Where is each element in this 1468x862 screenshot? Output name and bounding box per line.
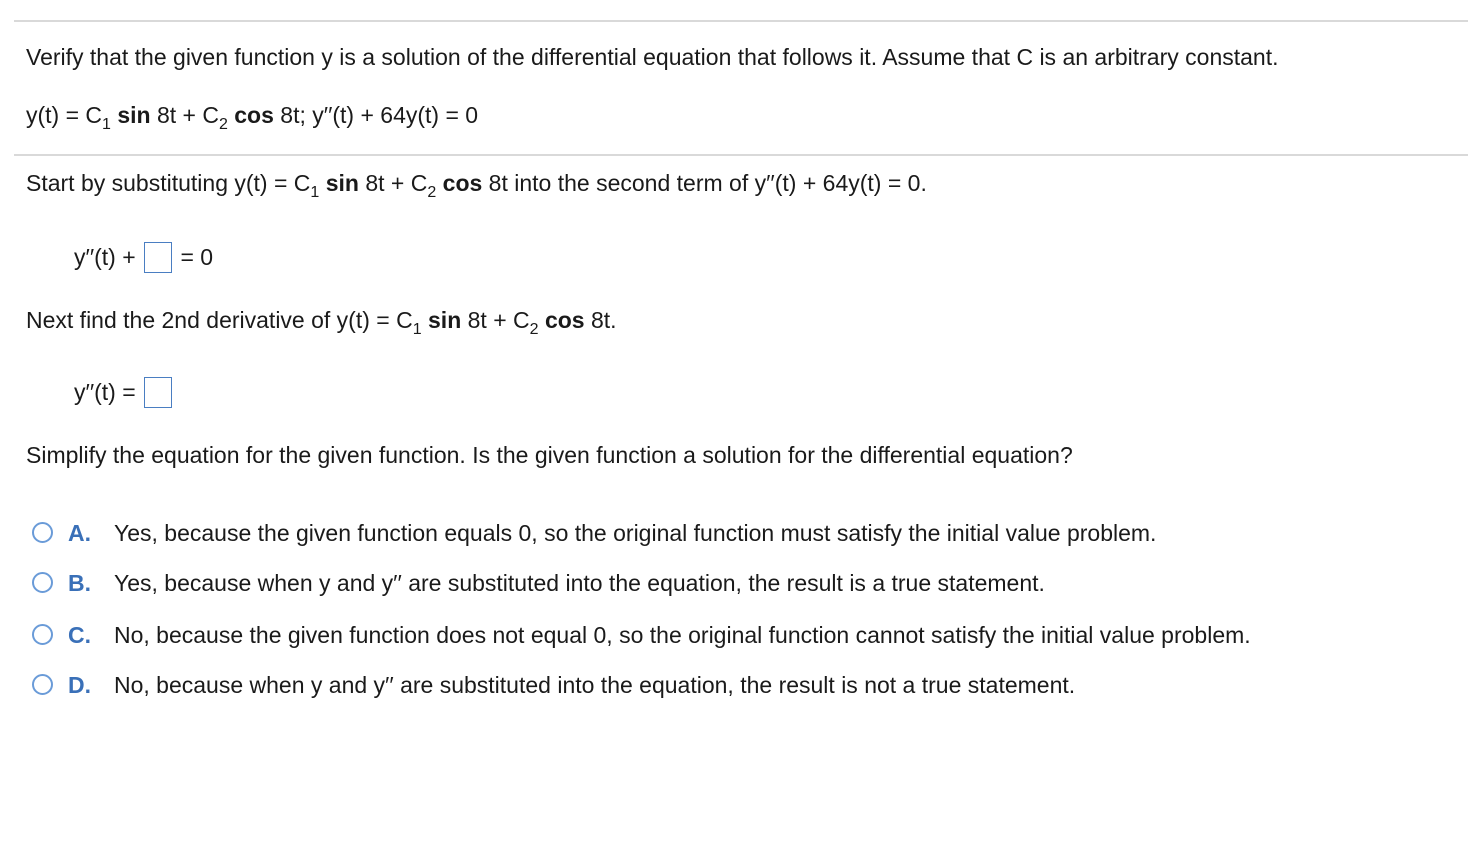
step1-rhs: = 0 — [180, 244, 214, 270]
option-letter: D. — [68, 672, 91, 698]
option-letter: A. — [68, 520, 91, 546]
option-text: Yes, because the given function equals 0, so the original function must satisfy the initial value problem. — [114, 520, 1157, 546]
option-letter: C. — [68, 622, 91, 648]
radio-circle-icon[interactable] — [32, 572, 53, 593]
step1-equation — [74, 242, 213, 273]
option-text: No, because the given function does not equal 0, so the original function cannot satisfy the initial value problem. — [114, 622, 1251, 648]
step3-instruction: Simplify the equation for the given function. Is the given function a solution for the differential equation? — [26, 442, 1073, 468]
option-letter: B. — [68, 570, 91, 596]
step2-equation — [74, 377, 174, 408]
option-text: Yes, because when y and y′′ are substituted into the equation, the result is a true statement. — [114, 570, 1045, 596]
question-equation: $y(t) = C_1$ $\sin 8t + C_2$ cos 8t; y′′(t) + 64y(t) = 0 — [26, 102, 479, 133]
option-text: No, because when y and y′′ are substituted into the equation, the result is not a true statement. — [114, 672, 1076, 698]
top-divider — [14, 20, 1468, 22]
radio-circle-icon[interactable] — [32, 624, 53, 645]
step2-answer-input[interactable] — [144, 377, 172, 408]
step1-lhs: y′′(t) + — [74, 244, 136, 270]
section-divider — [14, 154, 1468, 156]
radio-circle-icon[interactable] — [32, 674, 53, 695]
step1-answer-input[interactable] — [144, 242, 172, 273]
step1-instruction: Start by substituting $y(t) = C_1$ $\sin 8t + C_2$ cos 8t into the second term of y′′(t) + 64y(t) = 0. — [26, 170, 927, 201]
question-prompt: Verify that the given function y is a solution of the differential equation that follows it. Assume that C is an arbitrary constant. — [26, 44, 1279, 70]
step2-instruction: Next find the 2nd derivative of $y(t) = C_1$ $\sin 8t + C_2$ cos 8t. — [26, 307, 617, 338]
radio-circle-icon[interactable] — [32, 522, 53, 543]
step2-lhs: y′′(t) = — [74, 379, 136, 405]
